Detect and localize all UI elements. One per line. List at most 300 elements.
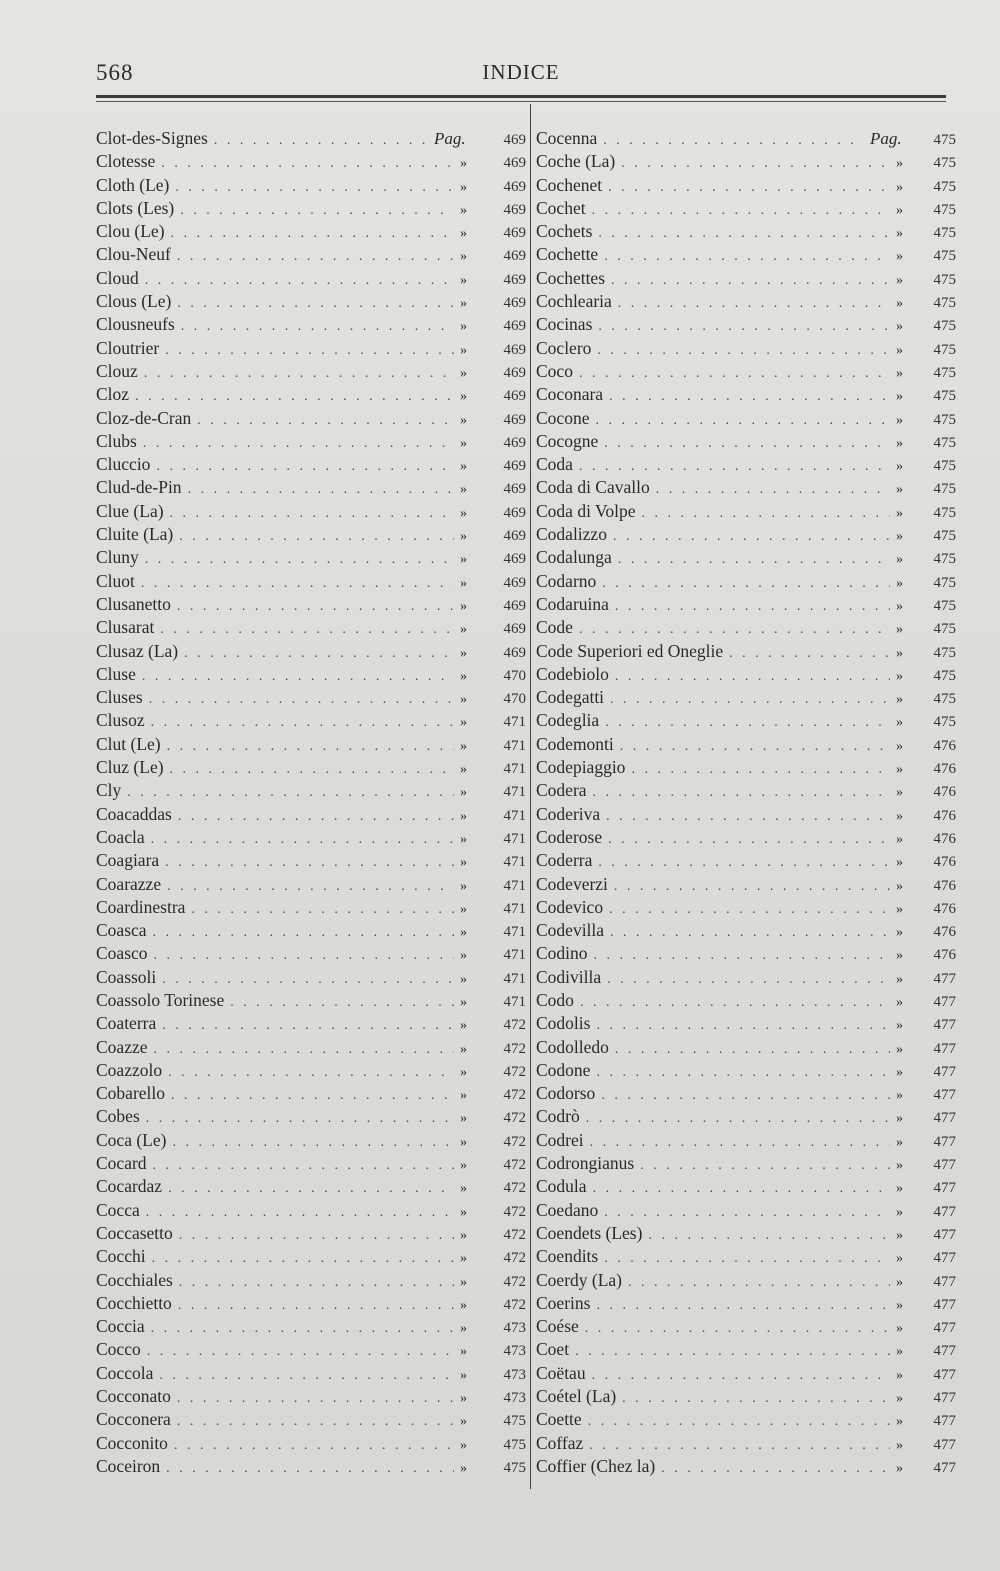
- dot-leader: [601, 1084, 890, 1107]
- dot-leader: [177, 1410, 454, 1433]
- entry-mark: »: [460, 1344, 467, 1360]
- index-entry: [536, 267, 956, 290]
- dot-leader: [151, 828, 454, 851]
- index-entry: [536, 1105, 956, 1128]
- entry-page: 477: [933, 1343, 956, 1360]
- entry-name: Codorso: [536, 1083, 596, 1104]
- index-entry: [96, 826, 526, 849]
- entry-page: 469: [503, 318, 526, 335]
- entry-page: 469: [503, 644, 526, 661]
- entry-name: Clots (Les): [96, 197, 175, 218]
- entry-mark: »: [896, 1134, 903, 1150]
- entry-name: Coarazze: [96, 873, 162, 894]
- entry-page: 469: [503, 481, 526, 498]
- entry-name: Coacla: [96, 826, 145, 847]
- dot-leader: [579, 618, 890, 641]
- entry-name: Cloud: [96, 267, 139, 288]
- entry-page: 469: [503, 434, 526, 451]
- index-entry: [96, 849, 526, 872]
- entry-mark: »: [896, 1181, 903, 1197]
- index-entry: [96, 942, 526, 965]
- index-entry: [96, 966, 526, 989]
- index-entry: [96, 150, 526, 173]
- dot-leader: [145, 548, 454, 571]
- entry-name: Clue (La): [96, 500, 164, 521]
- index-entry: [536, 313, 956, 336]
- dot-leader: [154, 944, 454, 967]
- dot-leader: [590, 1131, 890, 1154]
- entry-name: Cocconito: [96, 1432, 168, 1453]
- entry-page: 471: [503, 877, 526, 894]
- entry-page: 469: [503, 528, 526, 545]
- entry-page: 470: [503, 691, 526, 708]
- entry-name: Coccasetto: [96, 1222, 173, 1243]
- entry-name: Coaterra: [96, 1013, 157, 1034]
- entry-page: 476: [933, 784, 956, 801]
- dot-leader: [595, 409, 890, 432]
- entry-name: Cocard: [96, 1153, 147, 1174]
- index-entry: [96, 383, 526, 406]
- entry-mark: »: [460, 389, 467, 405]
- entry-page: 472: [503, 1296, 526, 1313]
- dot-leader: [170, 758, 454, 781]
- entry-mark: »: [460, 1018, 467, 1034]
- index-entry: [536, 989, 956, 1012]
- dot-leader: [162, 968, 454, 991]
- entry-mark: »: [460, 1251, 467, 1267]
- entry-page: 477: [933, 1296, 956, 1313]
- entry-page: 472: [503, 1273, 526, 1290]
- entry-mark: »: [896, 994, 903, 1010]
- entry-mark: »: [460, 1111, 467, 1127]
- entry-name: Codrongianus: [536, 1153, 635, 1174]
- dot-leader: [604, 245, 890, 268]
- entry-name: Cluny: [96, 547, 139, 568]
- entry-page: 477: [933, 1133, 956, 1150]
- index-entry: [96, 127, 526, 150]
- dot-leader: [188, 478, 454, 501]
- entry-mark: »: [460, 272, 467, 288]
- dot-leader: [640, 1154, 890, 1177]
- dot-leader: [592, 1364, 890, 1387]
- entry-name: Coasca: [96, 920, 147, 941]
- entry-name: Coagiara: [96, 850, 160, 871]
- index-entry: [536, 220, 956, 243]
- dot-leader: [127, 781, 454, 804]
- entry-page: 469: [503, 248, 526, 265]
- entry-name: Cochlearia: [536, 291, 612, 312]
- entry-mark: »: [896, 1414, 903, 1430]
- dot-leader: [606, 805, 890, 828]
- entry-page: 477: [933, 970, 956, 987]
- entry-mark: »: [460, 855, 467, 871]
- entry-page: 475: [933, 155, 956, 172]
- dot-leader: [168, 1061, 454, 1084]
- entry-page: 469: [503, 341, 526, 358]
- dot-leader: [621, 152, 890, 175]
- entry-mark: »: [896, 738, 903, 754]
- dot-leader: [144, 362, 454, 385]
- entry-page: 472: [503, 1226, 526, 1243]
- entry-page: 471: [503, 737, 526, 754]
- entry-page: 476: [933, 761, 956, 778]
- index-entry: [96, 989, 526, 1012]
- entry-name: Coétel (La): [536, 1386, 617, 1407]
- entry-name: Clusanetto: [96, 593, 171, 614]
- index-entry: [96, 430, 526, 453]
- index-entry: [536, 430, 956, 453]
- index-entry: [96, 1199, 526, 1222]
- index-entry: [96, 1245, 526, 1268]
- entry-mark: »: [896, 1018, 903, 1034]
- entry-mark: »: [460, 296, 467, 312]
- entry-name: Cocardaz: [96, 1176, 163, 1197]
- entry-page: 477: [933, 1273, 956, 1290]
- entry-mark: »: [896, 1391, 903, 1407]
- entry-mark: Pag.: [870, 129, 902, 148]
- index-column-right: [536, 127, 956, 1478]
- index-entry: [536, 1362, 956, 1385]
- entry-name: Codula: [536, 1176, 587, 1197]
- entry-mark: »: [460, 762, 467, 778]
- entry-page: 477: [933, 1459, 956, 1476]
- entry-name: Coazze: [96, 1036, 148, 1057]
- entry-mark: »: [460, 529, 467, 545]
- page-title: INDICE: [482, 60, 560, 84]
- entry-page: 475: [933, 597, 956, 614]
- dot-leader: [598, 851, 890, 874]
- entry-name: Codino: [536, 943, 588, 964]
- entry-page: 475: [933, 318, 956, 335]
- entry-name: Cocconera: [96, 1409, 171, 1430]
- index-entry: [96, 1012, 526, 1035]
- entry-mark: »: [896, 1297, 903, 1313]
- entry-mark: »: [460, 645, 467, 661]
- dot-leader: [146, 1201, 454, 1224]
- entry-name: Coazzolo: [96, 1059, 163, 1080]
- dot-leader: [146, 1107, 454, 1130]
- index-entry: [96, 1152, 526, 1175]
- entry-page: 475: [933, 388, 956, 405]
- dot-leader: [214, 129, 428, 152]
- dot-leader: [597, 339, 890, 362]
- entry-mark: »: [460, 459, 467, 475]
- entry-page: 469: [503, 295, 526, 312]
- index-entry: [536, 1222, 956, 1245]
- index-entry: [536, 1059, 956, 1082]
- entry-mark: »: [896, 226, 903, 242]
- entry-page: 472: [503, 1157, 526, 1174]
- entry-mark: »: [460, 971, 467, 987]
- entry-name: Cochets: [536, 221, 593, 242]
- entry-name: Coet: [536, 1339, 570, 1360]
- entry-mark: Pag.: [434, 129, 466, 148]
- dot-leader: [184, 642, 454, 665]
- entry-mark: »: [896, 855, 903, 871]
- entry-page: 477: [933, 1017, 956, 1034]
- entry-name: Coendits: [536, 1246, 599, 1267]
- entry-page: 475: [503, 1459, 526, 1476]
- entry-name: Coerdy (La): [536, 1269, 623, 1290]
- entry-mark: »: [896, 622, 903, 638]
- entry-name: Coca (Le): [96, 1129, 167, 1150]
- entry-name: Cly: [96, 780, 122, 801]
- index-entry: [536, 570, 956, 593]
- entry-name: Coése: [536, 1316, 579, 1337]
- entry-name: Codera: [536, 780, 587, 801]
- entry-name: Coendets (Les): [536, 1222, 643, 1243]
- dot-leader: [622, 1387, 890, 1410]
- index-entry: [536, 150, 956, 173]
- entry-mark: »: [896, 1344, 903, 1360]
- entry-mark: »: [460, 575, 467, 591]
- dot-leader: [159, 1364, 454, 1387]
- entry-mark: »: [896, 645, 903, 661]
- entry-name: Cochettes: [536, 267, 606, 288]
- entry-mark: »: [460, 342, 467, 358]
- dot-leader: [153, 1154, 454, 1177]
- dot-leader: [596, 1294, 890, 1317]
- dot-leader: [579, 362, 890, 385]
- entry-page: 471: [503, 854, 526, 871]
- dot-leader: [605, 711, 890, 734]
- entry-name: Coedano: [536, 1199, 599, 1220]
- dot-leader: [179, 1271, 454, 1294]
- index-entry: [96, 593, 526, 616]
- entry-name: Codevico: [536, 896, 604, 917]
- entry-page: 473: [503, 1343, 526, 1360]
- dot-leader: [596, 1014, 890, 1037]
- index-entry: [536, 826, 956, 849]
- entry-page: 475: [933, 132, 956, 148]
- entry-name: Codebiolo: [536, 663, 609, 684]
- index-entry: [536, 243, 956, 266]
- entry-mark: »: [460, 948, 467, 964]
- entry-name: Cluccio: [96, 454, 151, 475]
- index-entry: [96, 1036, 526, 1059]
- entry-mark: »: [460, 179, 467, 195]
- index-entry: [96, 756, 526, 779]
- dot-leader: [160, 618, 454, 641]
- dot-leader: [179, 1224, 454, 1247]
- entry-name: Coderose: [536, 826, 603, 847]
- dot-leader: [135, 385, 454, 408]
- entry-name: Coceiron: [96, 1455, 161, 1476]
- entry-name: Cochenet: [536, 174, 603, 195]
- entry-name: Codeverzi: [536, 873, 608, 894]
- entry-page: 475: [933, 178, 956, 195]
- entry-page: 471: [503, 970, 526, 987]
- entry-name: Cocchiales: [96, 1269, 173, 1290]
- dot-leader: [175, 176, 454, 199]
- entry-mark: »: [460, 1321, 467, 1337]
- index-entry: [536, 803, 956, 826]
- dot-leader: [178, 1294, 454, 1317]
- entry-name: Clous (Le): [96, 291, 172, 312]
- entry-page: 471: [503, 947, 526, 964]
- dot-leader: [177, 1387, 454, 1410]
- dot-leader: [598, 222, 890, 245]
- entry-mark: »: [460, 1437, 467, 1453]
- entry-mark: »: [896, 575, 903, 591]
- index-entry: [96, 1082, 526, 1105]
- entry-mark: »: [460, 598, 467, 614]
- entry-name: Cobarello: [96, 1083, 166, 1104]
- entry-name: Codeglia: [536, 710, 600, 731]
- entry-page: 475: [933, 714, 956, 731]
- index-entry: [96, 337, 526, 360]
- index-entry: [536, 1199, 956, 1222]
- dot-leader: [592, 199, 890, 222]
- entry-mark: »: [460, 319, 467, 335]
- entry-mark: »: [460, 1041, 467, 1057]
- entry-page: 473: [503, 1390, 526, 1407]
- entry-mark: »: [896, 808, 903, 824]
- dot-leader: [602, 572, 890, 595]
- entry-page: 469: [503, 178, 526, 195]
- entry-name: Codrò: [536, 1106, 580, 1127]
- entry-name: Codarno: [536, 570, 597, 591]
- entry-name: Cobes: [96, 1106, 140, 1127]
- entry-mark: »: [460, 831, 467, 847]
- index-entry: [96, 453, 526, 476]
- dot-leader: [230, 991, 454, 1014]
- index-entry: [96, 197, 526, 220]
- index-entry: [536, 640, 956, 663]
- dot-leader: [180, 199, 454, 222]
- entry-name: Coda: [536, 454, 573, 475]
- index-entry: [96, 1385, 526, 1408]
- index-entry: [96, 709, 526, 732]
- entry-name: Coffier (Chez la): [536, 1455, 656, 1476]
- entry-name: Coasco: [96, 943, 148, 964]
- entry-mark: »: [460, 1297, 467, 1313]
- index-entry: [536, 1129, 956, 1152]
- dot-leader: [603, 129, 864, 152]
- index-entry: [96, 407, 526, 430]
- dot-leader: [143, 432, 454, 455]
- index-entry: [96, 873, 526, 896]
- entry-mark: »: [896, 925, 903, 941]
- index-entry: [536, 966, 956, 989]
- entry-mark: »: [460, 878, 467, 894]
- entry-page: 469: [503, 225, 526, 242]
- index-entry: [96, 1292, 526, 1315]
- entry-mark: »: [460, 1274, 467, 1290]
- entry-name: Cochet: [536, 197, 586, 218]
- entry-page: 477: [933, 1180, 956, 1197]
- entry-page: 477: [933, 993, 956, 1010]
- entry-mark: »: [460, 435, 467, 451]
- entry-mark: »: [896, 529, 903, 545]
- page-number: 568: [96, 60, 134, 85]
- entry-name: Cloz: [96, 384, 130, 405]
- entry-mark: »: [896, 971, 903, 987]
- entry-page: 469: [503, 621, 526, 638]
- entry-mark: »: [460, 1134, 467, 1150]
- entry-mark: »: [896, 692, 903, 708]
- dot-leader: [594, 944, 890, 967]
- entry-name: Clud-de-Pin: [96, 477, 182, 498]
- entry-page: 472: [503, 1040, 526, 1057]
- index-entry: [96, 1432, 526, 1455]
- entry-name: Cluz (Le): [96, 757, 164, 778]
- index-entry: [536, 593, 956, 616]
- header-rule-thick: [96, 95, 946, 98]
- dot-leader: [168, 1177, 454, 1200]
- dot-leader: [156, 455, 454, 478]
- dot-leader: [152, 1247, 454, 1270]
- entry-name: Coda di Volpe: [536, 500, 636, 521]
- index-entry: [96, 1129, 526, 1152]
- entry-mark: »: [460, 365, 467, 381]
- entry-mark: »: [460, 156, 467, 172]
- index-entry: [96, 1408, 526, 1431]
- dot-leader: [149, 688, 454, 711]
- entry-mark: »: [460, 1460, 467, 1476]
- dot-leader: [174, 1434, 454, 1457]
- entry-mark: »: [896, 1274, 903, 1290]
- index-entry: [96, 500, 526, 523]
- entry-page: 469: [503, 388, 526, 405]
- entry-mark: »: [460, 482, 467, 498]
- dot-leader: [177, 292, 454, 315]
- dot-leader: [141, 572, 454, 595]
- entry-page: 477: [933, 1157, 956, 1174]
- index-entry: [536, 546, 956, 569]
- dot-leader: [177, 595, 454, 618]
- index-entry: [96, 1362, 526, 1385]
- entry-name: Codaruina: [536, 593, 609, 614]
- entry-page: 469: [503, 574, 526, 591]
- index-entry: [96, 919, 526, 942]
- index-entry: [96, 896, 526, 919]
- entry-name: Clusarat: [96, 617, 155, 638]
- dot-leader: [656, 478, 890, 501]
- entry-name: Clotesse: [96, 151, 156, 172]
- entry-name: Cocca: [96, 1199, 140, 1220]
- dot-leader: [162, 1014, 454, 1037]
- dot-leader: [615, 665, 890, 688]
- index-entry: [536, 523, 956, 546]
- entry-page: 477: [933, 1063, 956, 1080]
- dot-leader: [618, 292, 890, 315]
- entry-page: 470: [503, 667, 526, 684]
- entry-name: Codivilla: [536, 966, 602, 987]
- entry-page: 476: [933, 830, 956, 847]
- entry-name: Code Superiori ed Oneglie: [536, 640, 724, 661]
- entry-name: Clubs: [96, 430, 137, 451]
- entry-page: 475: [503, 1413, 526, 1430]
- entry-mark: »: [896, 1460, 903, 1476]
- entry-page: 472: [503, 1063, 526, 1080]
- entry-name: Codevilla: [536, 920, 605, 941]
- entry-name: Codegatti: [536, 687, 605, 708]
- entry-name: Cocone: [536, 407, 590, 428]
- entry-page: 469: [503, 271, 526, 288]
- dot-leader: [580, 991, 890, 1014]
- index-entry: [536, 849, 956, 872]
- entry-page: 477: [933, 1203, 956, 1220]
- index-entry: [96, 243, 526, 266]
- index-entry: [96, 570, 526, 593]
- entry-page: 471: [503, 761, 526, 778]
- entry-name: Clousneufs: [96, 314, 175, 335]
- dot-leader: [607, 968, 890, 991]
- entry-name: Clou (Le): [96, 221, 165, 242]
- dot-leader: [604, 432, 890, 455]
- entry-name: Coassolo Torinese: [96, 989, 225, 1010]
